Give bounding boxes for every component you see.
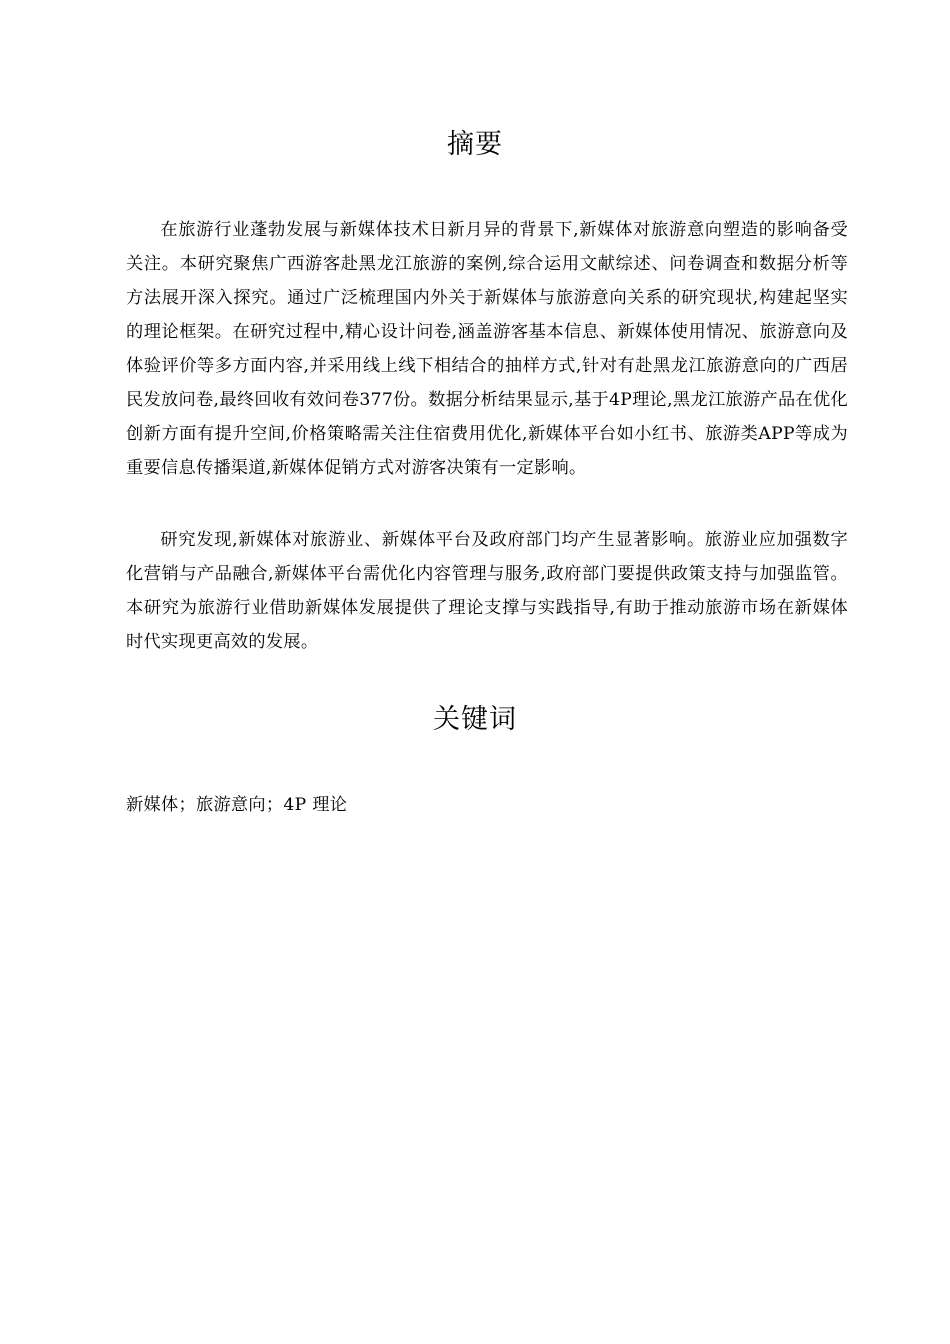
keywords-heading: 关键词: [433, 704, 517, 735]
abstract-heading: 摘要: [447, 129, 503, 160]
abstract-paragraph-2: 研究发现,新媒体对旅游业、新媒体平台及政府部门均产生显著影响。旅游业应加强数字化营销与产品融合,新媒体平台需优化内容管理与服务,政府部门要提供政策支持与加强监管。本研究为旅游行业借助新媒体发展提供了理论支撑与实践指导,有助于推动旅游市场在新媒体时代实现更高效的发展。: [126, 530, 848, 652]
abstract-paragraph-1: 在旅游行业蓬勃发展与新媒体技术日新月异的背景下,新媒体对旅游意向塑造的影响备受关注。本研究聚焦广西游客赴黑龙江旅游的案例,综合运用文献综述、问卷调查和数据分析等方法展开深入探究。通过广泛梳理国内外关于新媒体与旅游意向关系的研究现状,构建起坚实的理论框架。在研究过程中,精心设计问卷,涵盖游客基本信息、新媒体使用情况、旅游意向及体验评价等多方面内容,并采用线上线下相结合的抽样方式,针对有赴黑龙江旅游意向的广西居民发放问卷,最终回收有效问卷377份。数据分析结果显示,基于4P理论,黑龙江旅游产品在优化创新方面有提升空间,价格策略需关注住宿费用优化,新媒体平台如小红书、旅游类APP等成为重要信息传播渠道,新媒体促销方式对游客决策有一定影响。: [126, 220, 848, 478]
keywords-list: 新媒体；旅游意向；4P 理论: [126, 795, 348, 815]
